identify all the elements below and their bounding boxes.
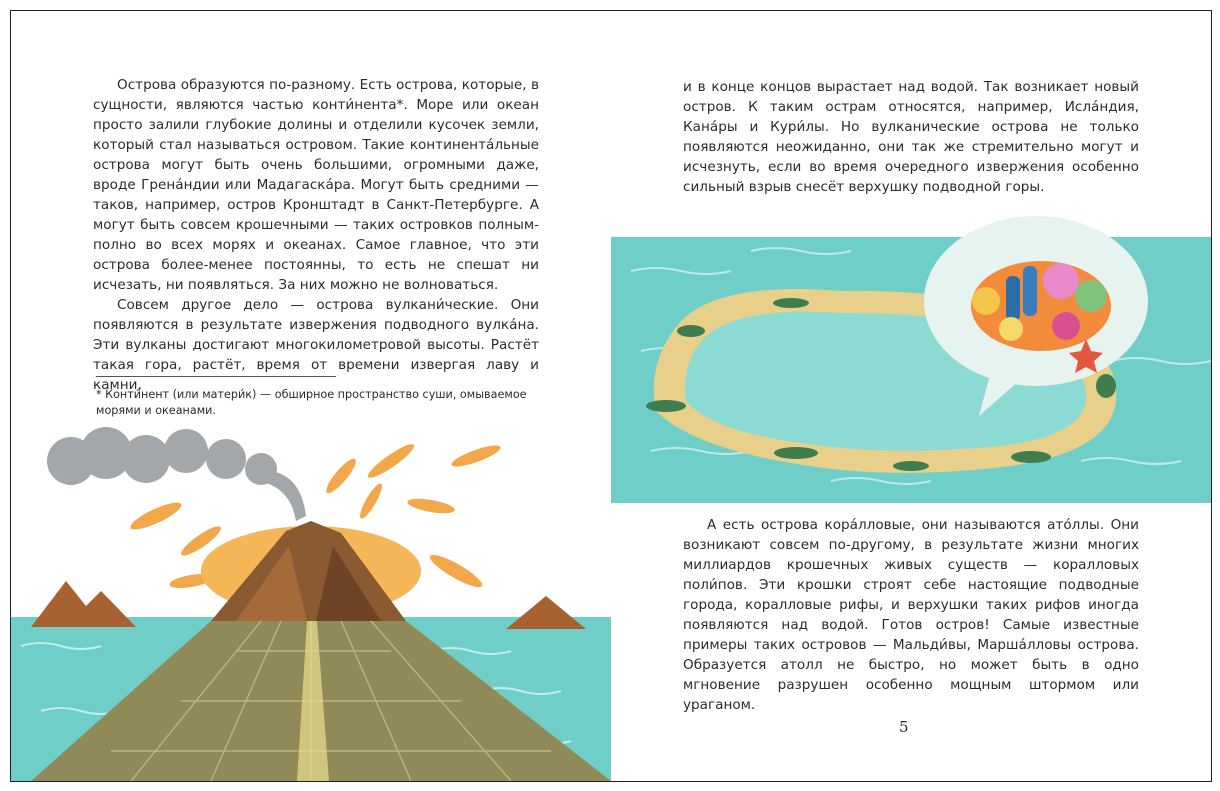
atoll-illustration [611,211,1211,511]
paragraph-volcanic-continued: и в конце концов вырастает над водой. Так возникает новый остров. К таким острам относятся, например, Исла́ндия, Кана́ры и Кури́лы. Но вулканические острова не только появляются неожиданно, они так же стремительно могут и исчезнуть, если во время очередного извержения особенно сильный взрыв снесёт верхушку подводной горы. [683,79,1139,195]
right-text-bottom [683,515,1139,715]
paragraph-volcanic-islands: Совсем другое дело — острова вулкани́ческие. Они появляются в результате извержения подводного вулка́на. Эти вулканы достигают многокилометровой высоты. Растёт такая гора, растёт, время от времени извергая лаву и камни, [93,297,539,393]
left-text-column [93,75,539,395]
volcano-illustration [11,421,611,781]
footnote-divider [96,376,336,377]
small-island-right [506,596,586,629]
left-page [11,11,611,781]
right-text-top [683,77,1139,197]
paragraph-coral-atolls: А есть острова кора́лловые, они называются ато́ллы. Они возникают совсем по-другому, в результате жизни многих миллиардов крошечных живых существ — коралловых поли́пов. Эти крошки строят себе настоящие подводные города, коралловые рифы, и верхушки таких рифов иногда появляются над водой. Готов остров! Самые известные примеры таких островов — Мальди́вы, Марша́лловы острова. Образуется атолл не быстро, но может быть в одно мгновение разрушен особенно мощным штормом или ураганом. [683,517,1139,713]
page-number: 5 [899,718,909,736]
book-spread [10,10,1212,782]
right-page [611,11,1211,781]
paragraph-continental-islands: Острова образуются по-разному. Есть острова, которые, в сущности, являются частью конти́нента*. Море или океан просто залили глубокие долины и отделили кусочек земли, который стал называться островом. Такие континента́льные острова могут быть очень большими, огромными даже, вроде Грена́ндии или Мадагаска́ра. Могут быть средними — таков, например, остров Кронштадт в Санкт-Петербурге. А могут быть совсем крошечными — таких островков полным-полно во всех морях и океанах. Самое главное, что эти острова более-менее постоянны, то есть не спешат ни исчезать, ни появляться. За них можно не волноваться. [93,77,539,293]
footnote: * Конти́нент (или матери́к) — обширное пространство суши, омываемое морями и океанами. [96,388,527,417]
small-island-left [31,581,136,627]
